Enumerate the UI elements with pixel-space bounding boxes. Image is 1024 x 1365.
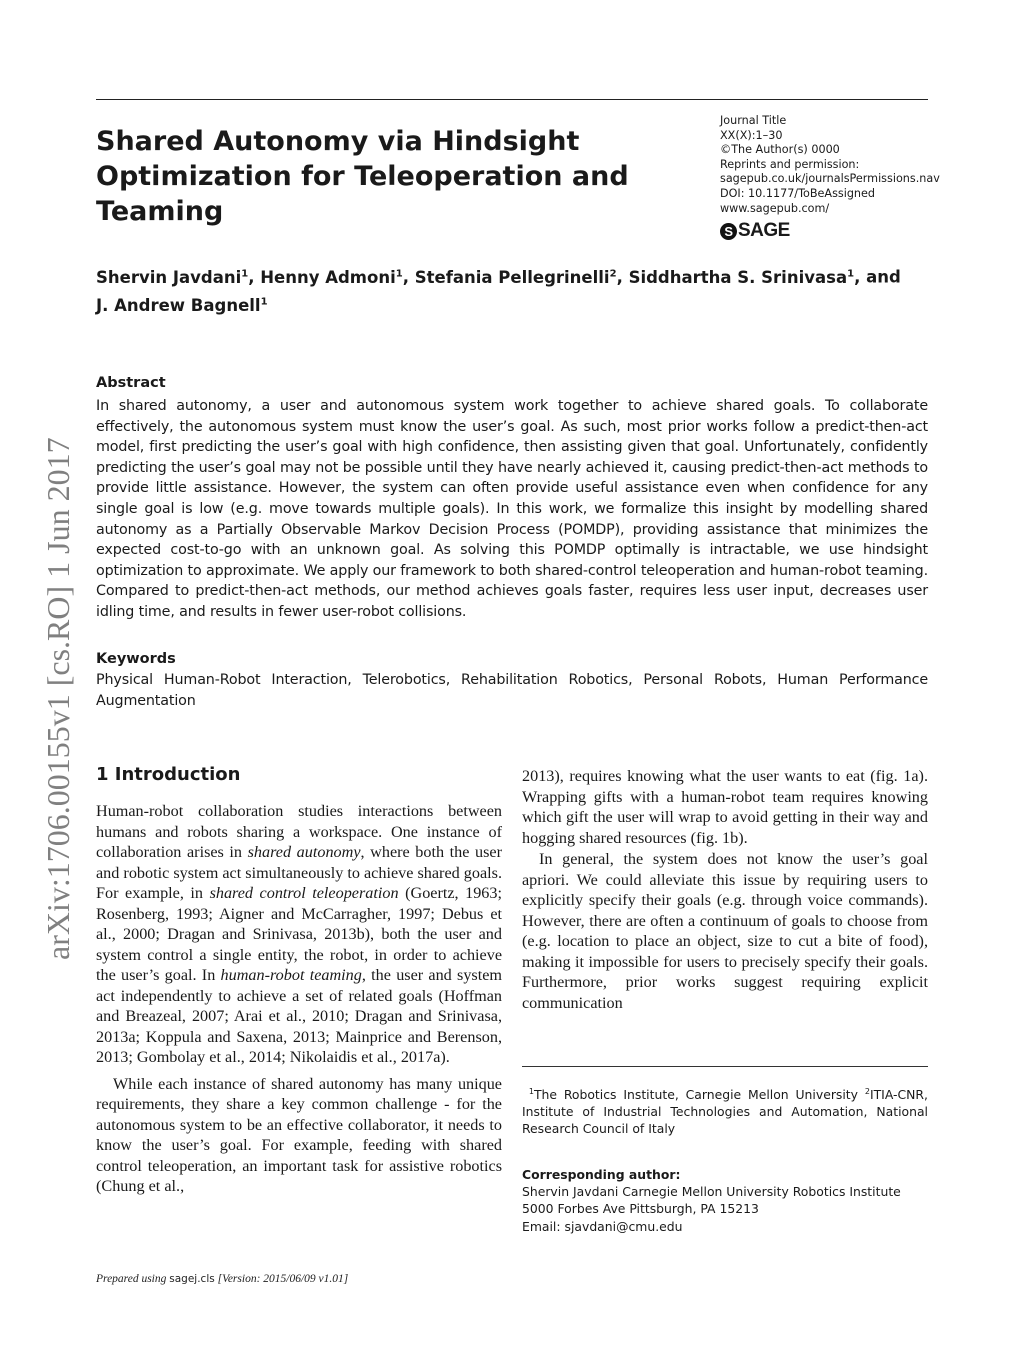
intro-paragraph: While each instance of shared autonomy has many unique requirements, they share a key common challenge - for the autonomous system to be an effective collaborator, it needs to know the user’s goal. For example, feeding with shared control teleoperation, an important task for assistive robotics (Chung et al.,: [96, 1074, 502, 1195]
author: Siddhartha S. Srinivasa$^1$: [628, 267, 855, 287]
corresponding-author: [522, 1166, 928, 1235]
journal-line: Reprints and permission:: [720, 157, 860, 171]
affiliations-footnote: $^1$The Robotics Institute, Carnegie Mellon University $^2$ITIA-CNR, Institute of Industrial Technologies and Automation, National Research Council of Italy: [522, 1087, 928, 1137]
keywords-text: Physical Human-Robot Interaction, Telerobotics, Rehabilitation Robotics, Personal Robots, Human Performance Augmentation: [96, 672, 928, 709]
paper-title: Shared Autonomy via Hindsight Optimization for Teleoperation and Teaming: [96, 126, 629, 227]
author-list: Shervin Javdani$^1$, Henny Admoni$^1$, Stefania Pellegrinelli$^2$, Siddhartha S. Srinivasa$^1$, and J. Andrew Bagnell$^1$: [96, 267, 901, 315]
abstract-heading: Abstract: [96, 375, 166, 391]
author: Stefania Pellegrinelli$^2$: [414, 267, 617, 287]
keywords-heading: Keywords: [96, 651, 176, 667]
journal-line: XX(X):1–30: [720, 128, 783, 142]
intro-paragraph: Human-robot collaboration studies interactions between humans and robots sharing a workspace. One instance of collaboration arises in shared autonomy, where both the user and robotic system act simultaneously to achieve shared goals. For example, in shared control teleoperation (Goertz, 1963; Rosenberg, 1993; Aigner and McCarragher, 1997; Debus et al., 2000; Dragan and Srinivasa, 2013b), both the user and system control a single entity, the robot, in order to achieve the user’s goal. In human-robot teaming, the user and system act independently to achieve a set of related goals (Hoffman and Breazeal, 2007; Arai et al., 2010; Dragan and Srinivasa, 2013a; Koppula and Saxena, 2013; Mainprice and Berenson, 2013; Gombolay et al., 2014; Nikolaidis et al., 2017a).: [96, 802, 502, 1066]
header-rule: [96, 99, 928, 100]
footnote-rule: [522, 1066, 928, 1067]
author: J. Andrew Bagnell$^1$: [96, 296, 268, 315]
sage-logo-icon: S: [720, 223, 737, 240]
author: Shervin Javdani$^1$: [96, 267, 249, 287]
journal-line: ©The Author(s) 0000: [720, 143, 840, 157]
journal-line: sagepub.co.uk/journalsPermissions.nav: [720, 172, 940, 186]
arxiv-sidebar-stamp: arXiv:1706.00155v1 [cs.RO] 1 Jun 2017: [40, 437, 76, 960]
intro-paragraph: In general, the system does not know the user’s goal apriori. We could alleviate this issue by requiring users to explicitly specify their goals (e.g. through voice commands). However, there are often a continuum of goals to choose from (e.g. location to place an object, size to cut a bite of food), making it impossible for users to precisely specify their goals. Furthermore, prior works suggest requiring explicit communication: [522, 850, 928, 1012]
journal-line: DOI: 10.1177/ToBeAssigned: [720, 186, 876, 200]
sage-logo: [720, 220, 790, 242]
corresponding-address: Shervin Javdani Carnegie Mellon University Robotics Institute 5000 Forbes Ave Pittsburgh, PA 15213: [522, 1184, 901, 1217]
sage-logo-text: SAGE: [738, 220, 790, 241]
author-conjunction: and: [866, 267, 901, 287]
section-heading-introduction: 1 Introduction: [96, 764, 241, 785]
right-column: [522, 766, 928, 1013]
abstract-text: In shared autonomy, a user and autonomous system work together to achieve shared goals. To collaborate effectively, the autonomous system must know the user’s goal. As such, most prior works follow a predict-then-act model, first predicting the user’s goal with high confidence, then assisting given that goal. Unfortunately, confidently predicting the user’s goal may not be possible until they have nearly achieved it, causing predict-then-act methods to provide little assistance. However, the system can often provide useful assistance even when confidence for any single goal is low (e.g. move towards multiple goals). In this work, we formalize this insight by modelling shared autonomy as a Partially Observable Markov Decision Process (POMDP), providing assistance that minimizes the expected cost-to-go with an unknown goal. As solving this POMDP optimally is intractable, we use hindsight optimization to approximate. We apply our framework to both shared-control teleoperation and human-robot teaming. Compared to predict-then-act methods, our method achieves goals faster, requires less user input, decreases user idling time, and results in fewer user-robot collisions.: [96, 398, 928, 620]
author: Henny Admoni$^1$: [260, 267, 403, 287]
intro-paragraph: 2013), requires knowing what the user wants to eat (fig. 1a). Wrapping gifts with a human-robot team requires knowing which gift the user will wrap to avoid getting in their way and hogging shared resources (fig. 1b).: [522, 767, 928, 847]
journal-line: www.sagepub.com/: [720, 201, 830, 215]
corresponding-heading: Corresponding author:: [522, 1167, 681, 1182]
left-column: [96, 801, 502, 1197]
page-footer: Prepared using sagej.cls [Version: 2015/06/09 v1.01]: [96, 1273, 349, 1285]
corresponding-email: Email: sjavdani@cmu.edu: [522, 1218, 683, 1234]
journal-line: Journal Title: [720, 114, 787, 127]
journal-info: [720, 114, 940, 216]
